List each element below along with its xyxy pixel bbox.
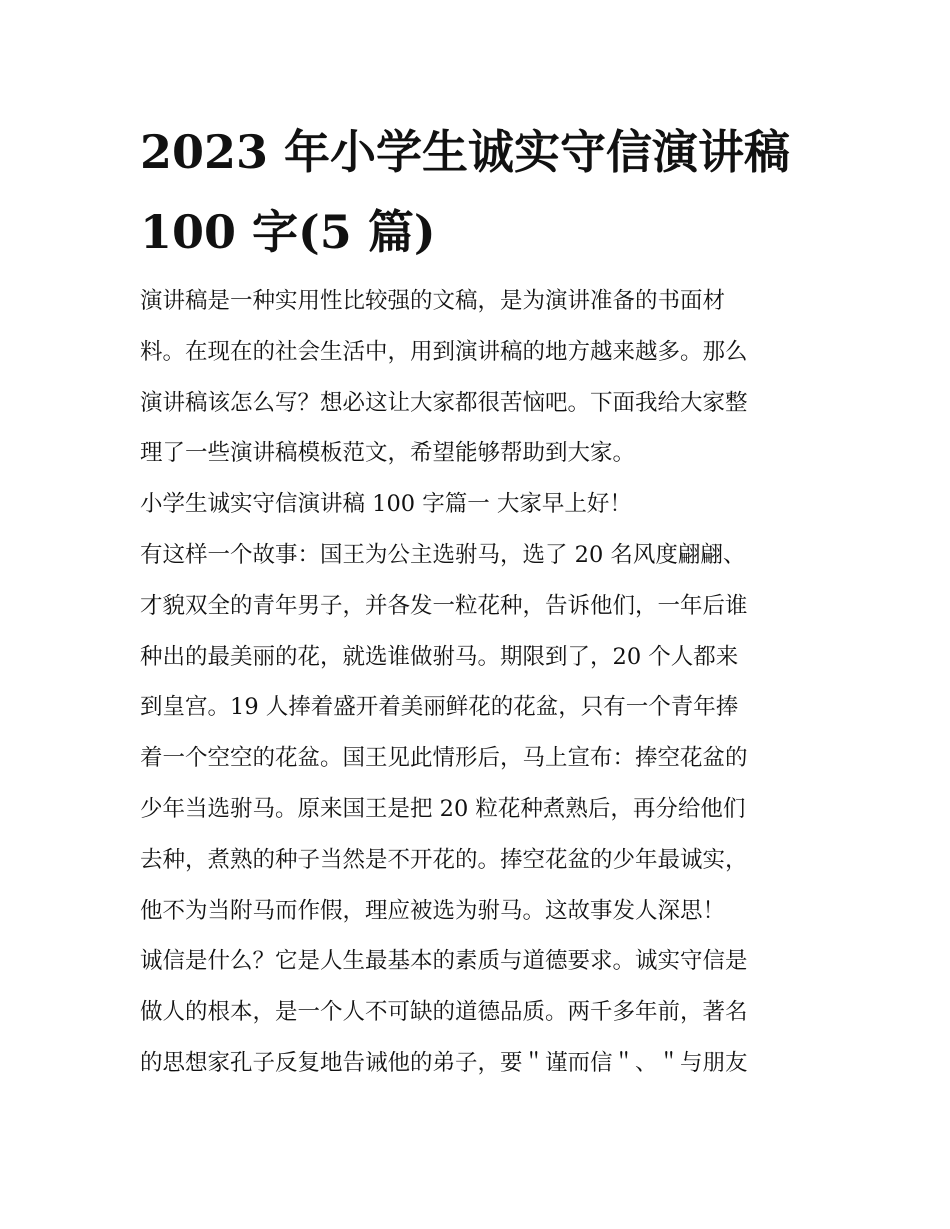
body-line: 种出的最美丽的花，就选谁做驸马。期限到了，20 个人都来 xyxy=(140,643,739,670)
document-body xyxy=(140,276,820,1089)
body-line: 有这样一个故事：国王为公主选驸马，选了 20 名风度翩翩、 xyxy=(140,541,746,568)
title-line-1: 2023 年小学生诚实守信演讲稿 xyxy=(140,125,791,179)
body-line: 少年当选驸马。原来国王是把 20 粒花种煮熟后，再分给他们 xyxy=(140,795,746,822)
body-line: 诚信是什么？它是人生最基本的素质与道德要求。诚实守信是 xyxy=(140,948,748,975)
body-line: 做人的根本，是一个人不可缺的道德品质。两千多年前，著名 xyxy=(140,999,748,1026)
body-line: 理了一些演讲稿模板范文，希望能够帮助到大家。 xyxy=(140,440,636,467)
body-line: 演讲稿该怎么写？想必这让大家都很苦恼吧。下面我给大家整 xyxy=(140,389,748,416)
body-line: 演讲稿是一种实用性比较强的文稿，是为演讲准备的书面材 xyxy=(140,288,726,314)
body-line: 他不为当附马而作假，理应被选为驸马。这故事发人深思！ xyxy=(140,897,726,924)
body-line: 去种，煮熟的种子当然是不开花的。捧空花盆的少年最诚实， xyxy=(140,846,748,873)
body-line: 的思想家孔子反复地告诫他的弟子，要＂谨而信＂、＂与朋友 xyxy=(140,1049,748,1076)
body-line: 才貌双全的青年男子，并各发一粒花种，告诉他们，一年后谁 xyxy=(140,592,748,619)
body-line: 着一个空空的花盆。国王见此情形后，马上宣布：捧空花盆的 xyxy=(140,745,748,772)
title-line-2: 100 字(5 篇) xyxy=(140,205,436,259)
body-line: 到皇宫。19 人捧着盛开着美丽鲜花的花盆，只有一个青年捧 xyxy=(140,694,739,721)
section-heading-line: 小学生诚实守信演讲稿 100 字篇一 大家早上好！ xyxy=(140,491,632,518)
document-title xyxy=(140,112,820,272)
body-line: 料。在现在的社会生活中，用到演讲稿的地方越来越多。那么 xyxy=(140,338,748,365)
